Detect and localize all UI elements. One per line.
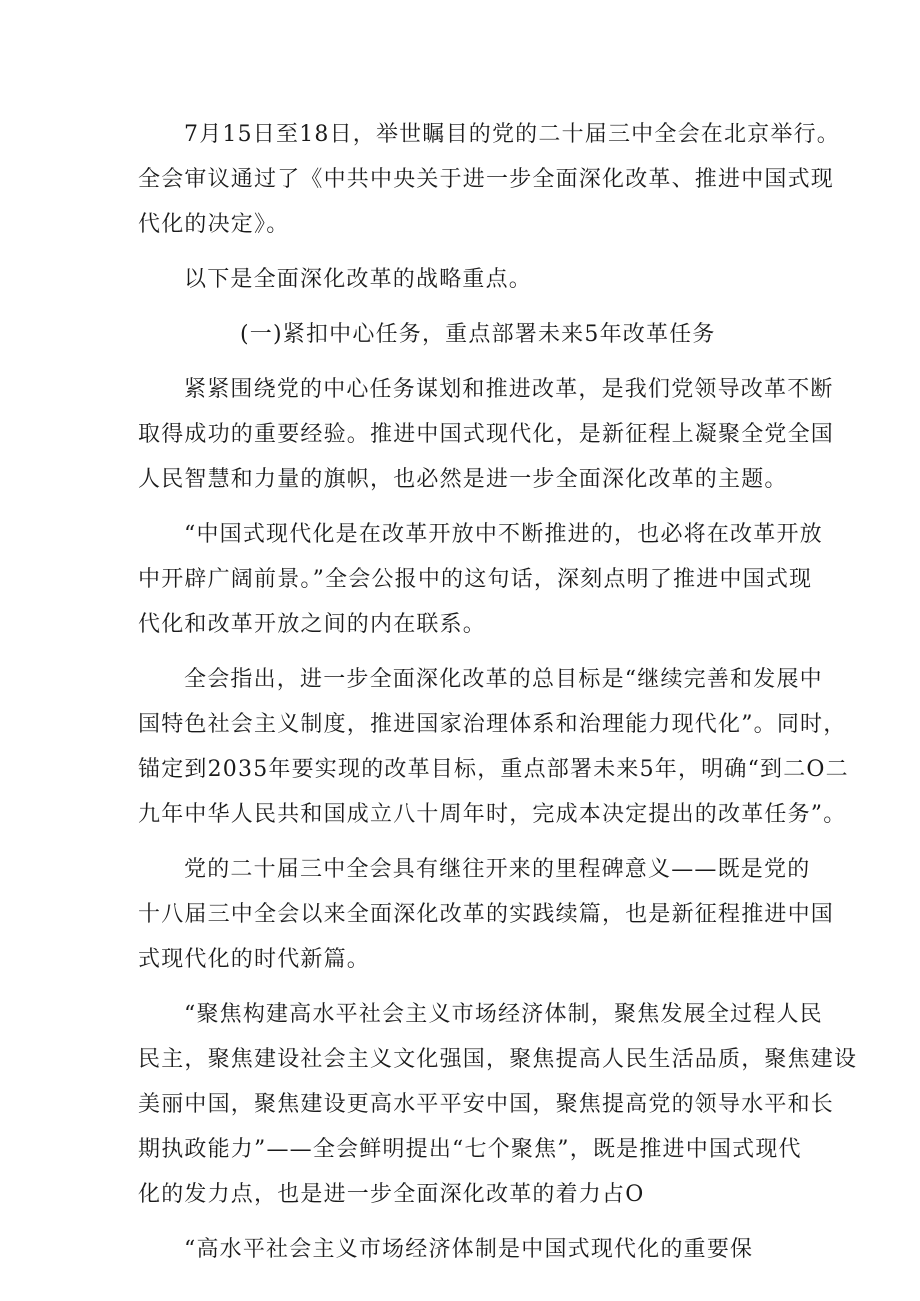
paragraph-line: 式现代化的时代新篇。 <box>138 947 371 972</box>
paragraph-line: 代化的决定》。 <box>138 212 290 237</box>
paragraph-line: 十八届三中全会以来全面深化改革的实践续篇，也是新征程推进中国 <box>138 902 835 927</box>
paragraph-line: 7月15日至18日，举世瞩目的党的二十届三中全会在北京举行。 <box>184 122 840 147</box>
paragraph-line: 代化和改革开放之间的内在联系。 <box>138 612 487 637</box>
paragraph-line: 党的二十届三中全会具有继往开来的里程碑意义——既是党的 <box>184 857 811 882</box>
paragraph-line: 民主，聚焦建设社会主义文化强国，聚焦提高人民生活品质，聚焦建设 <box>138 1047 858 1072</box>
paragraph-line: 全会审议通过了《中共中央关于进一步全面深化改革、推进中国式现 <box>138 167 835 192</box>
paragraph-line: 紧紧围绕党的中心任务谋划和推进改革，是我们党领导改革不断 <box>184 377 834 402</box>
paragraph-line: 国特色社会主义制度，推进国家治理体系和治理能力现代化”。同时， <box>138 712 847 737</box>
paragraph-line: 全会指出，进一步全面深化改革的总目标是“继续完善和发展中 <box>184 667 823 692</box>
paragraph-line: “聚焦构建高水平社会主义市场经济体制，聚焦发展全过程人民 <box>184 1002 823 1027</box>
paragraph-line: 取得成功的重要经验。推进中国式现代化，是新征程上凝聚全党全国 <box>138 422 835 447</box>
paragraph-line: 九年中华人民共和国成立八十周年时，完成本决定提出的改革任务”。 <box>138 802 847 827</box>
document-body <box>138 112 858 1272</box>
paragraph-line: “高水平社会主义市场经济体制是中国式现代化的重要保 <box>184 1237 754 1262</box>
paragraph-line: “中国式现代化是在改革开放中不断推进的，也必将在改革开放 <box>184 522 823 547</box>
paragraph-line: 中开辟广阔前景。”全会公报中的这句话，深刻点明了推进中国式现 <box>138 567 813 592</box>
paragraph-line: 期执政能力”——全会鲜明提出“七个聚焦”，既是推进中国式现代 <box>138 1137 802 1162</box>
paragraph-line: 化的发力点，也是进一步全面深化改革的着力占O <box>138 1182 645 1207</box>
paragraph-line: 人民智慧和力量的旗帜，也必然是进一步全面深化改革的主题。 <box>138 467 788 492</box>
section-heading: (一)紧扣中心任务，重点部署未来5年改革任务 <box>240 322 716 347</box>
paragraph-line: 以下是全面深化改革的战略重点。 <box>184 267 533 292</box>
paragraph-line: 锚定到2035年要实现的改革目标，重点部署未来5年，明确“到二O二 <box>138 757 849 782</box>
paragraph-line: 美丽中国，聚焦建设更高水平平安中国，聚焦提高党的领导水平和长 <box>138 1092 835 1117</box>
